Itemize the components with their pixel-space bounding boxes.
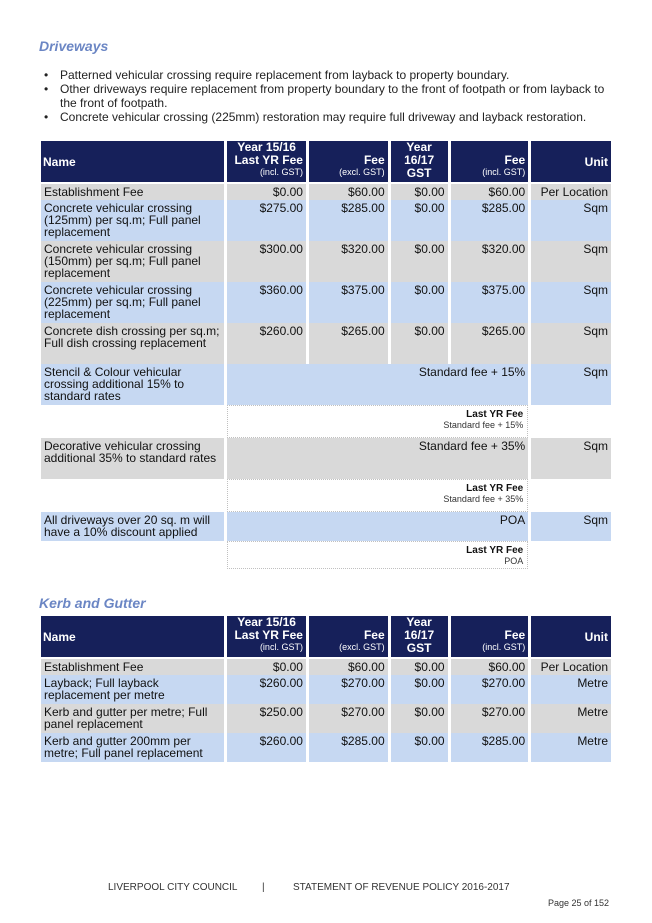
- note-title: Last YR Fee: [466, 409, 524, 420]
- header-fee-excl: [309, 616, 388, 657]
- row-unit: Sqm: [531, 438, 611, 479]
- row-unit: Sqm: [531, 241, 611, 282]
- footer-statement: STATEMENT OF REVENUE POLICY 2016-2017: [293, 882, 510, 893]
- header-year1-label: Year 15/16: [237, 615, 296, 629]
- table-row: [41, 512, 611, 541]
- header-year2-label: Year 16/17: [404, 615, 435, 642]
- row-fee-rule: Standard fee + 35%: [227, 438, 528, 479]
- row-fee-incl: $60.00: [451, 659, 529, 675]
- header-gst-label: GST: [406, 166, 432, 180]
- table-row: [41, 438, 611, 479]
- header-fee: Fee: [363, 628, 385, 642]
- header-incl-gst: (incl. GST): [482, 642, 526, 652]
- row-name: Kerb and gutter per metre; Full panel replacement: [41, 704, 224, 733]
- row-gst: $0.00: [391, 659, 448, 675]
- row-unit: Sqm: [531, 200, 611, 241]
- row-fee-incl: $270.00: [451, 704, 529, 733]
- table-row: [41, 659, 611, 675]
- bullet-item: • Patterned vehicular crossing require replacement from layback to property boundary.: [44, 68, 614, 82]
- section-title-kerb-and-gutter: Kerb and Gutter: [39, 595, 146, 611]
- header-incl-gst: (incl. GST): [259, 167, 303, 177]
- kerb-gutter-fee-table: [38, 616, 614, 762]
- row-fee-incl: $265.00: [451, 323, 529, 364]
- header-unit: Unit: [531, 616, 611, 657]
- row-fee-excl: $285.00: [309, 200, 388, 241]
- footer-council: LIVERPOOL CITY COUNCIL: [108, 882, 238, 893]
- row-name: Layback; Full layback replacement per metre: [41, 675, 224, 704]
- last-yr-note-row: [41, 541, 611, 569]
- footer-separator: |: [262, 882, 265, 893]
- table-row: [41, 282, 611, 323]
- table-header-row: [41, 141, 611, 182]
- row-unit: Sqm: [531, 512, 611, 541]
- header-excl-gst: (excl. GST): [339, 167, 385, 177]
- row-last-fee: $250.00: [227, 704, 306, 733]
- last-yr-note: [227, 479, 528, 512]
- header-fee-excl: [309, 141, 388, 182]
- row-unit: Sqm: [531, 282, 611, 323]
- row-fee-excl: $375.00: [309, 282, 388, 323]
- row-name: Establishment Fee: [41, 184, 224, 200]
- row-last-fee: $260.00: [227, 675, 306, 704]
- row-name: All driveways over 20 sq. m will have a 10% discount applied: [41, 512, 224, 541]
- row-fee-incl: $320.00: [451, 241, 529, 282]
- header-gst: [391, 141, 448, 182]
- row-gst: $0.00: [391, 704, 448, 733]
- row-last-fee: $260.00: [227, 323, 306, 364]
- table-row: [41, 704, 611, 733]
- header-gst: [391, 616, 448, 657]
- header-gst-label: GST: [406, 641, 432, 655]
- row-gst: $0.00: [391, 675, 448, 704]
- row-unit: Sqm: [531, 323, 611, 364]
- row-unit: Sqm: [531, 364, 611, 405]
- header-last-yr-fee: Last YR Fee: [234, 153, 303, 167]
- header-fee: Fee: [504, 153, 526, 167]
- row-gst: $0.00: [391, 184, 448, 200]
- row-name: Decorative vehicular crossing additional 35% to standard rates: [41, 438, 224, 479]
- row-name: Concrete vehicular crossing (225mm) per sq.m; Full panel replacement: [41, 282, 224, 323]
- row-last-fee: $300.00: [227, 241, 306, 282]
- row-last-fee: $260.00: [227, 733, 306, 762]
- header-year1: [227, 616, 306, 657]
- table-row: [41, 364, 611, 405]
- row-fee-excl: $270.00: [309, 675, 388, 704]
- header-incl-gst: (incl. GST): [482, 167, 526, 177]
- header-fee: Fee: [363, 153, 385, 167]
- header-name: Name: [41, 616, 224, 657]
- bullet-item: • Other driveways require replacement from property boundary to the front of footpath or from layback to the front of footpath.: [44, 82, 614, 110]
- header-last-yr-fee: Last YR Fee: [234, 628, 303, 642]
- row-last-fee: $275.00: [227, 200, 306, 241]
- row-fee-rule: POA: [227, 512, 528, 541]
- row-fee-excl: $285.00: [309, 733, 388, 762]
- row-gst: $0.00: [391, 282, 448, 323]
- row-fee-rule: Standard fee + 15%: [227, 364, 528, 405]
- row-unit: Metre: [531, 733, 611, 762]
- table-header-row: [41, 616, 611, 657]
- header-incl-gst: (incl. GST): [259, 642, 303, 652]
- note-title: Last YR Fee: [466, 545, 524, 556]
- table-row: [41, 184, 611, 200]
- page-number: Page 25 of 152: [548, 898, 610, 908]
- row-fee-incl: $60.00: [451, 184, 529, 200]
- row-fee-excl: $60.00: [309, 659, 388, 675]
- row-fee-incl: $375.00: [451, 282, 529, 323]
- row-fee-excl: $60.00: [309, 184, 388, 200]
- table-row: [41, 733, 611, 762]
- last-yr-note: [227, 541, 528, 569]
- header-unit: Unit: [531, 141, 611, 182]
- bullet-item: • Concrete vehicular crossing (225mm) restoration may require full driveway and layback restoration.: [44, 110, 614, 124]
- row-fee-excl: $270.00: [309, 704, 388, 733]
- row-unit: Metre: [531, 675, 611, 704]
- last-yr-note: [227, 405, 528, 438]
- row-name: Concrete dish crossing per sq.m; Full dish crossing replacement: [41, 323, 224, 364]
- header-excl-gst: (excl. GST): [339, 642, 385, 652]
- row-name: Concrete vehicular crossing (125mm) per sq.m; Full panel replacement: [41, 200, 224, 241]
- note-value: Standard fee + 35%: [443, 494, 524, 504]
- section-title-driveways: Driveways: [39, 38, 109, 54]
- row-gst: $0.00: [391, 323, 448, 364]
- last-yr-note-row: [41, 479, 611, 512]
- header-fee: Fee: [504, 628, 526, 642]
- header-name: Name: [41, 141, 224, 182]
- note-title: Last YR Fee: [466, 483, 524, 494]
- note-value: POA: [504, 556, 524, 566]
- driveway-notes-list: [44, 68, 614, 124]
- row-gst: $0.00: [391, 200, 448, 241]
- header-fee-incl: [451, 141, 529, 182]
- table-row: [41, 323, 611, 364]
- table-row: [41, 200, 611, 241]
- note-value: Standard fee + 15%: [443, 420, 524, 430]
- table-row: [41, 241, 611, 282]
- row-name: Concrete vehicular crossing (150mm) per sq.m; Full panel replacement: [41, 241, 224, 282]
- row-fee-incl: $285.00: [451, 200, 529, 241]
- header-year1-label: Year 15/16: [237, 140, 296, 154]
- header-year2-label: Year 16/17: [404, 140, 435, 167]
- driveways-fee-table: [38, 141, 614, 569]
- last-yr-note-row: [41, 405, 611, 438]
- row-fee-excl: $320.00: [309, 241, 388, 282]
- row-unit: Per Location: [531, 184, 611, 200]
- row-last-fee: $360.00: [227, 282, 306, 323]
- row-last-fee: $0.00: [227, 659, 306, 675]
- row-gst: $0.00: [391, 241, 448, 282]
- table-row: [41, 675, 611, 704]
- header-year1: [227, 141, 306, 182]
- row-unit: Metre: [531, 704, 611, 733]
- row-last-fee: $0.00: [227, 184, 306, 200]
- row-name: Establishment Fee: [41, 659, 224, 675]
- row-gst: $0.00: [391, 733, 448, 762]
- row-name: Stencil & Colour vehicular crossing additional 15% to standard rates: [41, 364, 224, 405]
- row-name: Kerb and gutter 200mm per metre; Full panel replacement: [41, 733, 224, 762]
- row-unit: Per Location: [531, 659, 611, 675]
- header-fee-incl: [451, 616, 529, 657]
- row-fee-incl: $270.00: [451, 675, 529, 704]
- row-fee-excl: $265.00: [309, 323, 388, 364]
- row-fee-incl: $285.00: [451, 733, 529, 762]
